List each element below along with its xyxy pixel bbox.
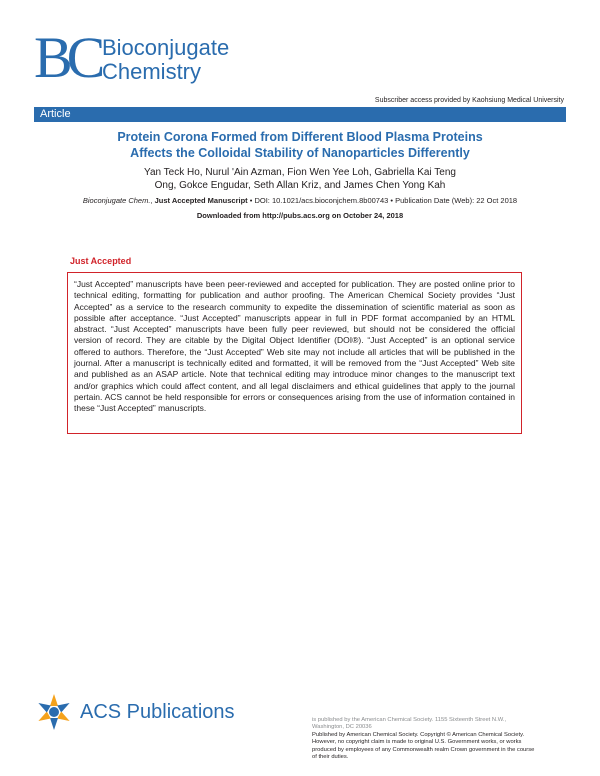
journal-name-line2: Chemistry <box>102 59 202 84</box>
citation-separator: , <box>150 196 155 205</box>
citation-doi-date: • DOI: 10.1021/acs.bioconjchem.8b00743 • Publication Date (Web): 22 Oct 2018 <box>247 196 518 205</box>
footer-line1: is published by the American Chemical Society. 1155 Sixteenth Street N.W., <box>312 717 507 723</box>
author-list-line2: Ong, Gokce Engudar, Seth Allan Kriz, and James Chen Yong Kah <box>154 180 446 191</box>
download-note: Downloaded from http://pubs.acs.org on October 24, 2018 <box>196 211 404 220</box>
acs-hexagon-icon <box>34 692 74 732</box>
subscriber-note: Subscriber access provided by Kaohsiung Medical University <box>374 97 564 104</box>
paper-title <box>40 129 560 161</box>
footer-line5: produced by employees of any Commonwealth realm Crown government in the course <box>312 746 535 753</box>
journal-name-line1: Bioconjugate <box>102 35 230 60</box>
footer-line3: Published by American Chemical Society. Copyright © American Chemical Society. <box>312 731 525 738</box>
acs-publications-text: ACS Publications <box>80 701 235 723</box>
article-type-label: Article <box>40 108 71 120</box>
publisher-footer <box>312 717 572 761</box>
footer-line2: Washington, DC 20036 <box>312 724 372 731</box>
just-accepted-notice <box>67 272 522 434</box>
just-accepted-body: “Just Accepted” manuscripts have been peer-reviewed and accepted for publication. They are posted online prior to technical editing, formatting for publication and author proofing. The American Chemical Society provides “Just Accepted” as a service to the research community to expedite the dissemination of scientific material as soon as possible after acceptance. “Just Accepted” manuscripts appear in full in PDF format accompanied by an HTML abstract. “Just Accepted” manuscripts have been fully peer reviewed, but should not be considered the official version of record. They are citable by the Digital Object Identifier (DOI®). “Just Accepted” is an optional service offered to authors. Therefore, the “Just Accepted” Web site may not include all articles that will be published in the journal. After a manuscript is technically edited and formatted, it will be removed from the “Just Accepted” Web site and published as an ASAP article. Note that technical editing may introduce minor changes to the manuscript text and/or graphics which could affect content, and all legal disclaimers and ethical guidelines that apply to the journal pertain. ACS cannot be held responsible for errors or consequences arising from the use of information contained in these “Just Accepted” manuscripts. <box>74 279 515 414</box>
acs-publications-logo <box>34 692 234 732</box>
paper-title-line1: Protein Corona Formed from Different Blood Plasma Proteins <box>117 130 483 144</box>
paper-title-line2: Affects the Colloidal Stability of Nanoparticles Differently <box>130 146 470 160</box>
article-type-bar <box>34 107 566 122</box>
author-list <box>60 166 540 192</box>
footer-line4: However, no copyright claim is made to original U.S. Government works, or works <box>312 739 522 746</box>
citation-line <box>20 196 580 206</box>
just-accepted-heading: Just Accepted <box>70 256 132 266</box>
author-list-line1: Yan Teck Ho, Nurul 'Ain Azman, Fion Wen Yee Loh, Gabriella Kai Teng <box>144 167 456 178</box>
citation-status: Just Accepted Manuscript <box>154 196 248 205</box>
journal-logo <box>34 25 274 90</box>
citation-journal: Bioconjugate Chem. <box>82 196 151 205</box>
footer-line6: of their duties. <box>312 754 349 761</box>
journal-logo-letters: BC <box>34 25 100 90</box>
